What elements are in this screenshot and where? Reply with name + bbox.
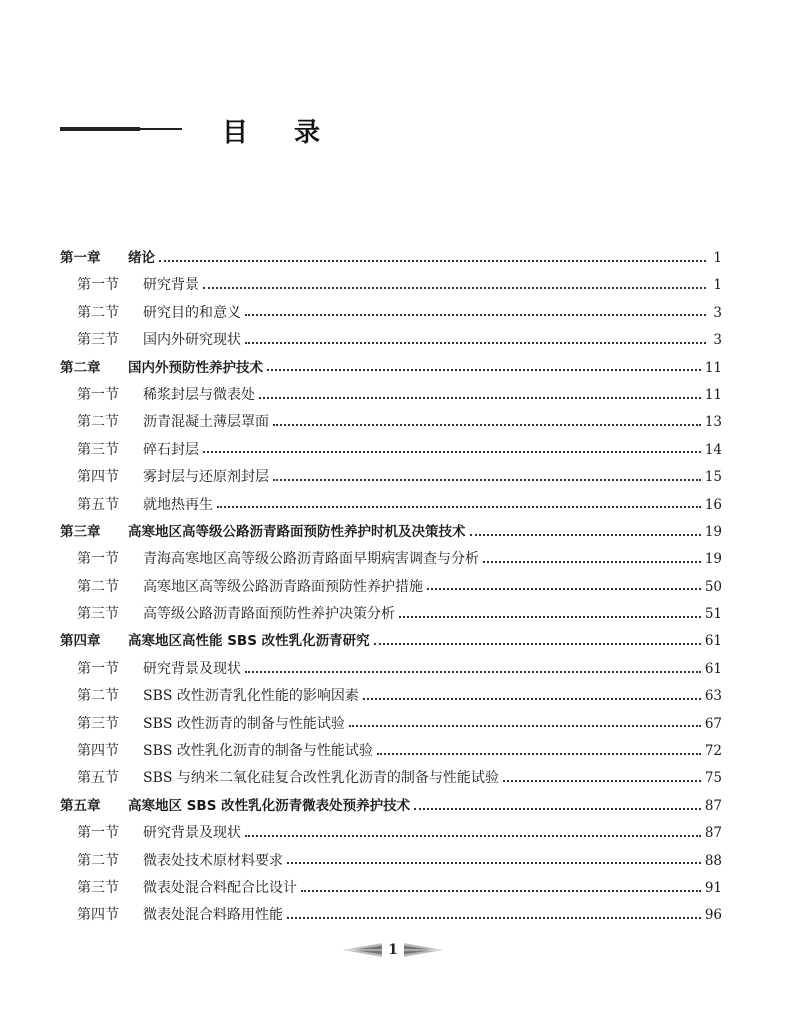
toc-entry-number: 第一节 (77, 277, 119, 294)
page-title: 目录 (222, 118, 367, 148)
toc-section-row[interactable] (60, 820, 722, 847)
toc-entry-page: 16 (704, 496, 722, 513)
toc-leader-dots (245, 671, 701, 673)
toc-chapter-row[interactable] (60, 355, 722, 382)
toc-leader-dots (374, 643, 701, 645)
toc-leader-dots (245, 835, 701, 837)
toc-section-row[interactable] (60, 601, 722, 628)
toc-leader-dots (203, 287, 706, 289)
toc-entry-number: 第一节 (77, 825, 119, 842)
toc-entry-title: 高寒地区高等级公路沥青路面预防性养护时机及决策技术 (128, 523, 466, 540)
toc-chapter-row[interactable] (60, 519, 722, 546)
toc-section-row[interactable] (60, 409, 722, 436)
toc-section-row[interactable] (60, 902, 722, 929)
toc-leader-dots (470, 534, 701, 536)
toc-leader-dots (267, 369, 701, 371)
toc-leader-dots (363, 698, 701, 700)
toc-entry-title: 微表处技术原材料要求 (143, 852, 283, 869)
toc-entry-page: 72 (704, 743, 722, 760)
toc-entry-page: 87 (704, 825, 722, 842)
toc-entry-page: 67 (704, 715, 722, 732)
toc-leader-dots (245, 314, 706, 316)
toc-entry-title: SBS 改性乳化沥青的制备与性能试验 (143, 743, 373, 760)
toc-entry-page: 3 (713, 332, 722, 349)
toc-entry-number: 第四节 (77, 469, 119, 486)
toc-entry-page: 91 (704, 879, 722, 896)
toc-section-row[interactable] (60, 683, 722, 710)
toc-entry-title: 研究目的和意义 (143, 304, 241, 321)
toc-entry-title: 沥青混凝土薄层罩面 (143, 414, 269, 431)
toc-entry-number: 第二章 (60, 359, 101, 376)
toc-section-row[interactable] (60, 272, 722, 299)
toc-entry-title: 高寒地区高等级公路沥青路面预防性养护措施 (143, 578, 423, 595)
toc-entry-title: SBS 改性沥青的制备与性能试验 (143, 715, 345, 732)
toc-entry-title: 研究背景及现状 (143, 825, 241, 842)
toc-entry-title: 高等级公路沥青路面预防性养护决策分析 (143, 606, 395, 623)
toc-leader-dots (399, 616, 701, 618)
toc-entry-title: SBS 与纳米二氧化硅复合改性乳化沥青的制备与性能试验 (143, 770, 499, 787)
page-footer (343, 939, 443, 961)
toc-leader-dots (349, 725, 701, 727)
toc-entry-number: 第五节 (77, 496, 119, 513)
toc-section-row[interactable] (60, 656, 722, 683)
title-rule (60, 127, 182, 134)
toc-entry-title: 微表处混合料路用性能 (143, 907, 283, 924)
toc-entry-title: 稀浆封层与微表处 (143, 386, 255, 403)
toc-entry-number: 第三节 (77, 441, 119, 458)
toc-entry-page: 50 (704, 578, 722, 595)
toc-chapter-row[interactable] (60, 245, 722, 272)
toc-entry-page: 61 (704, 660, 722, 677)
toc-entry-title: 雾封层与还原剂封层 (143, 469, 269, 486)
toc-leader-dots (273, 424, 701, 426)
toc-entry-page: 75 (704, 770, 722, 787)
toc-entry-number: 第三节 (77, 606, 119, 623)
toc-entry-title: 青海高寒地区高等级公路沥青路面早期病害调查与分析 (143, 551, 479, 568)
toc-entry-title: 就地热再生 (143, 496, 213, 513)
toc-entry-number: 第二节 (77, 414, 119, 431)
toc-entry-number: 第三节 (77, 332, 119, 349)
toc-entry-number: 第五章 (60, 797, 101, 814)
toc-entry-page: 15 (704, 469, 722, 486)
toc-leader-dots (301, 890, 701, 892)
toc-chapter-row[interactable] (60, 628, 722, 655)
toc-entry-number: 第三章 (60, 523, 101, 540)
toc-entry-title: 高寒地区高性能 SBS 改性乳化沥青研究 (128, 633, 370, 650)
toc-entry-number: 第二节 (77, 578, 119, 595)
toc-section-row[interactable] (60, 464, 722, 491)
toc-entry-title: 研究背景 (143, 277, 199, 294)
toc-entry-number: 第二节 (77, 304, 119, 321)
toc-entry-page: 19 (704, 523, 722, 540)
toc-entry-number: 第二节 (77, 852, 119, 869)
toc-section-row[interactable] (60, 738, 722, 765)
toc-entry-page: 63 (704, 688, 722, 705)
toc-entry-page: 19 (704, 551, 722, 568)
toc-section-row[interactable] (60, 574, 722, 601)
toc-leader-dots (414, 808, 701, 810)
toc-section-row[interactable] (60, 492, 722, 519)
toc-entry-title: 国内外预防性养护技术 (128, 359, 263, 376)
toc-leader-dots (287, 862, 701, 864)
toc-entry-page: 87 (704, 797, 722, 814)
toc-entry-title: 微表处混合料配合比设计 (143, 879, 297, 896)
toc-entry-number: 第一节 (77, 551, 119, 568)
toc-entry-page: 14 (704, 441, 722, 458)
toc-entry-number: 第二节 (77, 688, 119, 705)
toc-entry-page: 13 (704, 414, 722, 431)
toc-entry-page: 96 (704, 907, 722, 924)
toc-section-row[interactable] (60, 765, 722, 792)
toc-chapter-row[interactable] (60, 793, 722, 820)
toc-entry-title: 碎石封层 (143, 441, 199, 458)
toc-entry-number: 第三节 (77, 715, 119, 732)
toc-entry-title: 研究背景及现状 (143, 660, 241, 677)
left-arrow-ornament-icon (343, 943, 382, 957)
toc-entry-page: 51 (704, 606, 722, 623)
toc-entry-number: 第一节 (77, 660, 119, 677)
toc-leader-dots (483, 561, 701, 563)
toc-entry-number: 第四节 (77, 907, 119, 924)
toc-entry-title: 高寒地区 SBS 改性乳化沥青微表处预养护技术 (128, 797, 411, 814)
toc-leader-dots (245, 342, 706, 344)
page-number: 1 (388, 942, 398, 958)
toc-leader-dots (259, 397, 701, 399)
toc-leader-dots (159, 260, 706, 262)
toc-entry-page: 3 (713, 304, 722, 321)
toc-leader-dots (377, 753, 701, 755)
toc-entry-page: 11 (704, 386, 722, 403)
toc-section-row[interactable] (60, 711, 722, 738)
toc-entry-page: 88 (704, 852, 722, 869)
toc-section-row[interactable] (60, 382, 722, 409)
toc-entry-title: 国内外研究现状 (143, 332, 241, 349)
toc-entry-page: 1 (713, 250, 722, 266)
toc-entry-number: 第四章 (60, 633, 101, 650)
toc-section-row[interactable] (60, 848, 722, 875)
toc-leader-dots (217, 506, 701, 508)
toc-leader-dots (203, 451, 701, 453)
toc-leader-dots (503, 780, 701, 782)
toc-leader-dots (287, 917, 701, 919)
toc-section-row[interactable] (60, 437, 722, 464)
toc-entry-number: 第四节 (77, 743, 119, 760)
table-of-contents (60, 245, 722, 930)
toc-section-row[interactable] (60, 546, 722, 573)
toc-entry-page: 11 (704, 359, 722, 376)
toc-entry-number: 第五节 (77, 770, 119, 787)
toc-leader-dots (427, 588, 701, 590)
toc-section-row[interactable] (60, 875, 722, 902)
toc-entry-number: 第一节 (77, 386, 119, 403)
toc-section-row[interactable] (60, 300, 722, 327)
toc-entry-page: 61 (704, 633, 722, 650)
toc-section-row[interactable] (60, 327, 722, 354)
toc-leader-dots (273, 479, 701, 481)
toc-entry-number: 第三节 (77, 879, 119, 896)
right-arrow-ornament-icon (404, 943, 443, 957)
toc-entry-page: 1 (713, 277, 722, 294)
toc-entry-title: SBS 改性沥青乳化性能的影响因素 (143, 688, 359, 705)
toc-entry-number: 第一章 (60, 250, 101, 266)
toc-entry-title: 绪论 (128, 250, 155, 266)
